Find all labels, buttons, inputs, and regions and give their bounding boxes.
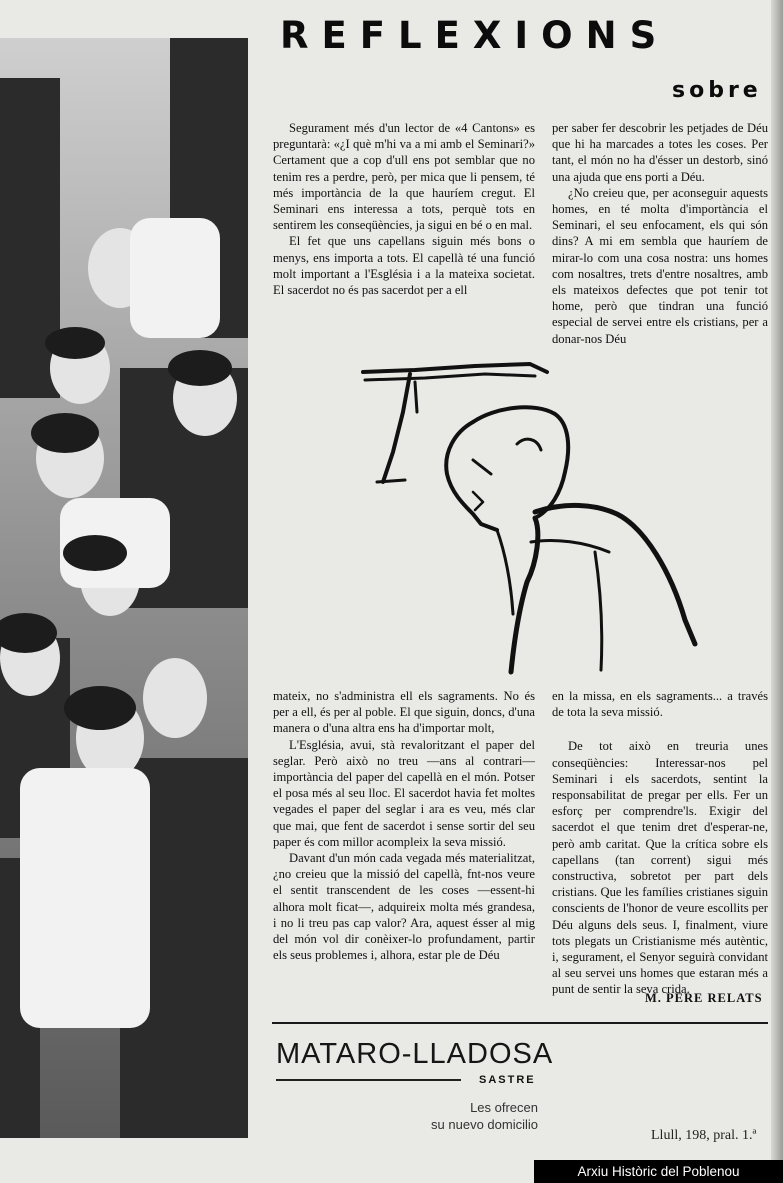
paragraph: L'Església, avui, stà revaloritzant el paper del seglar. Però això no treu —ans al contrari— importància del paper del capellà en el món. Potser el posa més al seu lloc. El sacerdot havia fet moltes vegades el paper del seglar i ara es veu, més clar que mai, que fent de sacerdot i sense sortir del seu paper és com millor acompleix la seva missió. (273, 737, 535, 849)
ad-business-name: MATARO-LLADOSA (276, 1038, 554, 1070)
article-column-2 (552, 120, 768, 347)
paragraph: De tot això en treuria unes conseqüències: Interessar-nos pel Seminari i els sacerdots, sentint la responsabilitat de pregar per ells. Fer un esforç per comprendre'ls. Exigir del sacerdot el que tenim dret d'esperar-ne, però amb caritat. Que la crítica sobre els capellans (tan corrent) sigui més constructiva, sobretot per part dels cristians. Que les famílies cristianes siguin conscients de l'honor de veure escollits per Déu alguns dels seus. I, finalment, viure tots plegats un Cristianisme més autèntic, i, segurament, el Senyor seguirà convidant al seu servei uns homes que estaran més a punt de sentir la seva crida. (552, 739, 768, 997)
paragraph: Davant d'un món cada vegada més materialitzat, ¿no creieu que la missió del capellà, fnt-nos veure el sentit transcendent de les coses —essent-hi alhora molt ficat—, adquireix molta més grandesa, i no li treu pas cap valor? Ara, aquest ésser al mig del món vol dir conèixer-lo profundament, partir els seus problemes i, alhora, estar ple de Déu (273, 851, 535, 963)
paragraph: Segurament més d'un lector de «4 Cantons» es preguntarà: «¿I què m'hi va a mi amb el Seminari?» Certament que a cop d'ull ens pot semblar que no tenim res a perdre, però, per mica que li pensem, té més importància de la que hauríem cregut. El Seminari ens interessa a tots, perquè tots en sentirem les conseqüències, ja sigui en bé o en mal. (273, 121, 535, 233)
paragraph: mateix, no s'administra ell els sagraments. No és per a ell, és per al poble. El que siguin, doncs, d'una manera o d'una altra ens ha d'importar molt, (273, 689, 535, 736)
paragraph: en la missa, en els sagraments... a través de tota la seva missió. (552, 689, 768, 720)
paragraph: ¿No creieu que, per aconseguir aquests homes, en té molta d'importància el Seminari, el seu enfocament, els qui són dins? A mi em sembla que hauríem de mirar-lo com una cosa nostra: uns homes com nosaltres, trets d'entre nosaltres, amb els mateixos defectes que pot tenir tot home, però que tindran una funció especial de servei entre els cristians, per a donar-nos Déu (552, 185, 768, 346)
divider (272, 1022, 768, 1024)
ad-text-line-1: Les ofrecen (470, 1100, 538, 1115)
ad-text-line-2: su nuevo domicilio (431, 1117, 538, 1132)
crowd-photo (0, 38, 248, 1138)
article-column-4 (552, 688, 768, 998)
article-subtitle: sobre (672, 78, 762, 103)
article-title: REFLEXIONS (280, 14, 670, 57)
article-column-1 (273, 120, 535, 298)
ad-trade: SASTRE (479, 1074, 536, 1086)
ad-address: Llull, 198, pral. 1.ª (651, 1128, 757, 1143)
paragraph: per saber fer descobrir les petjades de Déu que hi ha marcades a totes les coses. Per tant, el món no ha d'ésser un destorb, sinó una ajuda que ens porti a Déu. (552, 121, 768, 184)
archive-watermark: Arxiu Històric del Poblenou (534, 1160, 783, 1183)
paragraph: El fet que uns capellans siguin més bons o menys, ens importa a tots. El capellà té una funció molt important a l'Església i a la mateixa societat. El sacerdot no és pas sacerdot per a ell (273, 234, 535, 298)
ad-underline (276, 1079, 461, 1081)
page-edge (771, 0, 783, 1183)
article-column-3 (273, 688, 535, 963)
author-signature: M. PERE RELATS (645, 991, 763, 1005)
priest-sketch (355, 352, 705, 682)
